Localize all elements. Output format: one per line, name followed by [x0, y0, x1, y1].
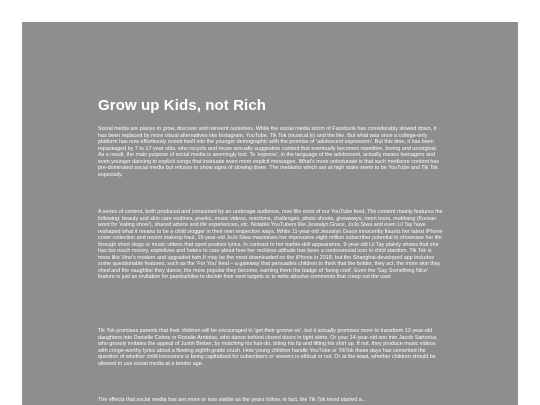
- document-page: [22, 22, 518, 405]
- article-paragraph-4: The effects that social media has are more or less visible as the years follow, in fact, the Tik Tok trend started a...: [98, 397, 367, 403]
- article-paragraph-1: Social media are places to grow, discover and reinvent ourselves. While the social media storm of Facebook has considerably slowed down, it has been replaced by more visual alternatives like Instagram, YouTube, Tik Tok (musical.ly) and the like. But what was once a college-only platform has now effortlessly oozed itself into the younger demographic with the promise of 'adolescent expression'. But this time, it has been repackaged by 7 to 17-year olds, who recycle and reuse sexually suggestive content that eventually becomes repetitive, boring and unoriginal. As a result, the main purpose of social media is seemingly lost. To 'express', in the language of the adolescent, actually means teenagers and even younger dancing to explicit songs that insinuate even more explicit messages. What's more unfortunate is that such mediocre content has pre-dominated social media but refuses to show signs of slowing down. The mediums which are at high stake seem to be YouTube and Tik Tok especially.: [98, 126, 440, 178]
- article-paragraph-3: Tik Tok promises parents that their children will be encouraged to 'get their groove on', but it actually promises more to transform 12-year-old daughters into Danielle Cohns or Rosalie Arritolas, who dance behind closed doors in tight skirts. Or your 14-year-old son into Jacob Sartorius, who grossly imitates the appeal of Justin Bieber, by matching his hair-do, biting his lip and lifting his shirt up. If not, they produce music videos with cringe-worthy lyrics about a fleeting eighth-grade crush. How young children handle YouTube or TikTok these days has cemented the question of whether child innocence is being capitalised for subscribers or viewers is ethical or not. Or at the least, whether children should be allowed to use social media at a tender age.: [98, 328, 438, 367]
- article-paragraph-2: A series of content, both produced and consumed by an underage audience, now fills most of our YouTube feed. The content mainly features the following: beauty and skin care routines, pranks, music videos, reactions, challenges, photo shoots, giveaways, room tours, mukbang (Korean word for 'eating show'), shared advice and life experiences, etc. Notable YouTubers like Jessalyn Grace, JoJo Siwa and even Lil Tay have reshaped what it means to be a child vlogger in their own respective ways. While 11-year-old Jessalyn Grace innocently flaunts her latest iPhone cover collection and recent makeup haul, 15-year-old JoJo Siwa maximises her impressive eight million subscriber potential to showcase her life through short vlogs or music videos that sport positive lyrics. In contrast to her barbie-doll appearance, 9-year-old Lil Tay plainly shows that she has too much money, expletives and haters to care about how her reckless attitude has been a controversial icon in child stardom. Tik Tok is more like Vine's modern and upgraded twin.It may be the most downloaded on the iPhone in 2018, but the Shanghai-developed app includes some questionable features, such as the 'For You' feed – a gateway that persuades children to think that the bolder, they act, the more skin they shed and the naughtier they dance, the more popular they become, earning them the badge of 'being cool'. Even the 'Say Something Nice' feature is just an invitation for paedophiles to decide their next targets or to write abusive comments that creep out the user.: [98, 209, 443, 280]
- article-title: Grow up Kids, not Rich: [98, 97, 267, 114]
